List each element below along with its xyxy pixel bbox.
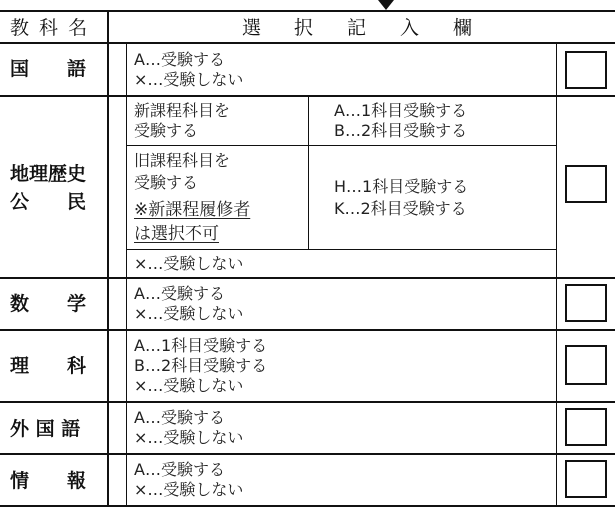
- chireki-option-x: ×…受験しない: [134, 254, 244, 273]
- sugaku-option-x: ×…受験しない: [134, 304, 244, 323]
- subject-komin: 公 民: [10, 191, 87, 213]
- rika-option-a: A…1科目受験する: [134, 336, 268, 355]
- selection-column-header-4: 入: [400, 17, 422, 39]
- chireki-old-option-k: K…2科目受験する: [334, 199, 467, 218]
- kokugo-option-a: A…受験する: [134, 50, 225, 69]
- rika-answer-box[interactable]: [565, 345, 607, 385]
- selection-column-header-2: 択: [294, 17, 316, 39]
- sugaku-answer-box[interactable]: [565, 284, 607, 322]
- chireki-old-note-1: ※新課程履修者: [134, 200, 251, 220]
- chireki-new-label-1: 新課程科目を: [134, 101, 231, 120]
- selection-column-header-3: 記: [347, 17, 369, 39]
- chireki-new-label-2: 受験する: [134, 121, 199, 140]
- sugaku-option-a: A…受験する: [134, 284, 225, 303]
- header-pointer-triangle: [378, 0, 394, 10]
- subject-joho: 情 報: [10, 470, 87, 492]
- subject-sugaku: 数 学: [10, 293, 87, 315]
- subject-rika: 理 科: [10, 355, 87, 377]
- selection-column-header-1: 選: [242, 17, 264, 39]
- chireki-old-label-2: 受験する: [134, 173, 199, 192]
- gaikokugo-option-a: A…受験する: [134, 408, 225, 427]
- chireki-new-option-a: A…1科目受験する: [334, 101, 468, 120]
- rika-option-b: B…2科目受験する: [134, 356, 268, 375]
- gaikokugo-answer-box[interactable]: [565, 408, 607, 446]
- chireki-old-label-1: 旧課程科目を: [134, 151, 231, 170]
- subject-gaikokugo: 外 国 語: [10, 418, 81, 440]
- subject-chireki: 地理歴史: [10, 163, 87, 185]
- chireki-old-option-h: H…1科目受験する: [334, 177, 469, 196]
- gaikokugo-option-x: ×…受験しない: [134, 428, 244, 447]
- subject-kokugo: 国 語: [10, 58, 87, 80]
- chireki-new-option-b: B…2科目受験する: [334, 121, 468, 140]
- chireki-answer-box[interactable]: [565, 165, 607, 203]
- kokugo-answer-box[interactable]: [565, 51, 607, 89]
- joho-option-x: ×…受験しない: [134, 480, 244, 499]
- joho-answer-box[interactable]: [565, 460, 607, 498]
- kokugo-option-x: ×…受験しない: [134, 70, 244, 89]
- joho-option-a: A…受験する: [134, 460, 225, 479]
- rika-option-x: ×…受験しない: [134, 376, 244, 395]
- subject-column-header: 教 科 名: [10, 17, 90, 39]
- selection-column-header-5: 欄: [453, 17, 475, 39]
- chireki-old-note-2: は選択不可: [134, 224, 219, 244]
